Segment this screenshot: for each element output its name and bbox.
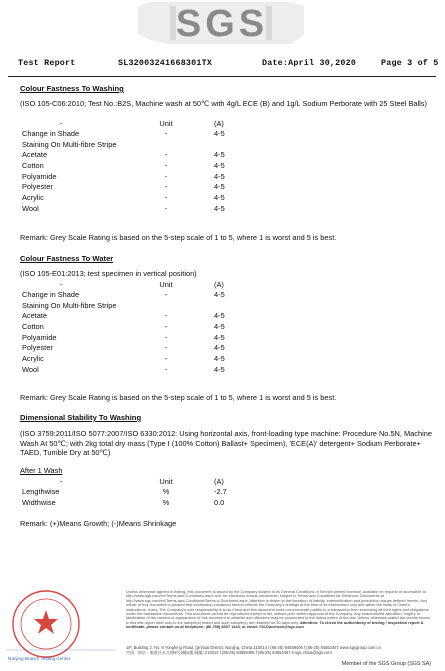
table-row — [0, 343, 445, 354]
row-unit: - — [164, 290, 168, 299]
row-unit: - — [164, 364, 168, 374]
report-label: Test Report — [18, 58, 76, 68]
row-value: 4-5 — [214, 322, 225, 332]
row-unit: % — [162, 497, 170, 507]
table-header-row: - Unit (A) — [60, 280, 224, 289]
row-unit: % — [162, 487, 170, 496]
row-unit: - — [164, 161, 168, 171]
section-title-water: Colour Fastness To Water — [20, 254, 114, 263]
row-unit: - — [164, 332, 168, 342]
table-row — [0, 354, 445, 365]
row-unit: - — [164, 150, 168, 160]
table-row — [0, 301, 445, 312]
water-method: (ISO 105-E01:2013; test specimen in vertical position) — [20, 269, 197, 278]
washing-rows — [0, 129, 445, 215]
water-rows — [0, 290, 445, 376]
row-label: Cotton — [22, 161, 44, 171]
row-label: Lengthwise — [22, 487, 60, 496]
row-label: Acrylic — [22, 193, 44, 203]
table-row — [0, 290, 445, 301]
row-value: 4-5 — [214, 364, 225, 374]
table-row — [0, 129, 445, 140]
footer-address-cn: 中国 · 南京 · 秦淮区永丰路8号2幢1楼 邮编: 210014 t (86-25) 84559406 f (86-25) 84553467 e sgs.china@sgs.com — [126, 650, 332, 655]
row-unit: - — [164, 322, 168, 332]
row-unit: - — [164, 129, 168, 138]
report-date: Date:April 30,2020 — [262, 58, 357, 68]
row-label: Change in Shade — [22, 290, 80, 299]
row-value: 4-5 — [214, 332, 225, 342]
row-value: -2.7 — [214, 487, 227, 496]
row-unit: - — [164, 182, 168, 192]
row-value: 4-5 — [214, 161, 225, 171]
table-row — [0, 172, 445, 183]
row-value: 4-5 — [214, 193, 225, 203]
report-header — [8, 58, 439, 74]
table-row — [0, 311, 445, 322]
row-label: Polyamide — [22, 171, 57, 181]
table-row — [0, 150, 445, 161]
row-unit: - — [164, 354, 168, 364]
row-label: Staining On Multi-fibre Stripe — [22, 300, 117, 310]
row-label: Widthwise — [22, 497, 56, 507]
table-header-row: - Unit (A) — [60, 477, 224, 486]
row-unit: - — [164, 203, 168, 213]
row-label: Staining On Multi-fibre Stripe — [22, 139, 117, 149]
dimensional-rows — [0, 487, 445, 508]
report-number: SL32003241668301TX — [118, 58, 213, 68]
header-divider — [8, 76, 436, 77]
table-row — [0, 140, 445, 151]
row-unit: - — [164, 193, 168, 203]
washing-method: (ISO 105-C06:2010; Test No.:B2S, Machine wash at 50℃ with 4g/L ECE (B) and 1g/L Sodium Perborate with 25 Steel Balls) — [20, 99, 427, 108]
table-row — [0, 365, 445, 376]
table-row — [0, 193, 445, 204]
dimensional-table — [0, 477, 445, 508]
dimensional-method: (ISO 3759:2011/ISO 5077:2007/ISO 6330:2012: Using horizontal axis, front-loading type machine: Procedure No.5N, Machine Wash At 50℃; with 2kg total dry mass (Type I (100% Cotton) Ballast+ Specimen), 'ECE(A)' detergent+ Sodium Perborate+ TAED, Tumble Dry at 50℃) — [20, 429, 432, 458]
table-header-row: - Unit (A) — [60, 119, 224, 128]
section-title-dimensional: Dimensional Stability To Washing — [20, 413, 142, 422]
row-value: 4-5 — [214, 171, 225, 181]
sgs-logo — [0, 0, 445, 50]
member-of-sgs: Member of the SGS Group (SGS SA) — [341, 661, 431, 667]
logo-text: SGS — [175, 3, 269, 45]
after-wash-label: After 1 Wash — [20, 466, 63, 475]
row-value: 4-5 — [214, 203, 225, 213]
row-label: Polyamide — [22, 332, 57, 342]
washing-remark: Remark: Grey Scale Rating is based on the 5-step scale of 1 to 5, where 1 is worst and 5 is best. — [20, 233, 337, 242]
washing-table — [0, 119, 445, 215]
table-row — [0, 498, 445, 509]
page-number: Page 3 of 5 — [381, 58, 439, 68]
row-label: Wool — [22, 203, 39, 213]
table-row — [0, 322, 445, 333]
row-value: 0.0 — [214, 497, 225, 507]
row-label: Polyester — [22, 343, 53, 353]
table-row — [0, 161, 445, 172]
row-unit: - — [164, 343, 168, 353]
row-value: 4-5 — [214, 311, 225, 321]
row-label: Polyester — [22, 182, 53, 192]
sgs-stamp — [6, 580, 116, 666]
table-row — [0, 333, 445, 344]
row-value: 4-5 — [214, 290, 225, 299]
row-unit: - — [164, 171, 168, 181]
row-value: 4-5 — [214, 129, 225, 138]
footer-address — [126, 645, 431, 656]
row-label: Acetate — [22, 150, 48, 160]
water-table — [0, 280, 445, 376]
footer-address-en: 1/F, Building 2, No. 8 Yongfeng Road, Qinhuai District, Nanjing, China 210014 t (86-25) 84559406 f (86-25) 84553467 www.sgsgroup.com.cn — [126, 645, 381, 650]
row-label: Acrylic — [22, 354, 44, 364]
row-value: 4-5 — [214, 343, 225, 353]
row-value: 4-5 — [214, 182, 225, 192]
table-row — [0, 182, 445, 193]
table-row — [0, 487, 445, 498]
footer-disclaimer: Unless otherwise agreed in writing, this document is issued by the Company subject to its General Conditions of Service printed overleaf, available on request or accessible at http://www.sgs.com/en/Terms-and-Conditions.aspx and, for electronic format documents, subject to Terms and Conditions for Electronic Documents at http://www.sgs.com/en/Terms-and-Conditions/Terms-e-Document.aspx. Attention is drawn to the limitation of liability, indemnification and jurisdiction issues defined therein. Any holder of this document is advised that information contained hereon reflects the Company's findings at the time of its intervention only and within the limits of Client's instructions, if any. The Company's sole responsibility is to its Client and this document does not exonerate parties to a transaction from exercising all their rights and obligations under the transaction documents. This document cannot be reproduced except in full, without prior written approval of the Company. Any unauthorized alteration, forgery or falsification of the content or appearance of this document is unlawful and offenders may be prosecuted to the fullest extent of the law. Unless otherwise stated the results shown in this test report refer only to the sample(s) tested and such sample(s) are retained for 30 days only. Attention: To check the authenticity of testing / inspection report & certificate, please contact us at telephone: (86-755) 8307 1443, or email: CN.Doccheck@sgs.com — [126, 589, 431, 630]
water-remark: Remark: Grey Scale Rating is based on the 5-step scale of 1 to 5, where 1 is worst and 5 is best. — [20, 393, 337, 402]
section-title-washing: Colour Fastness To Washing — [20, 84, 124, 93]
row-value: 4-5 — [214, 150, 225, 160]
stamp-caption: Nanjing Branch Testing Center — [8, 656, 71, 661]
row-label: Acetate — [22, 311, 48, 321]
row-label: Cotton — [22, 322, 44, 332]
footer-attention: Attention: To check the authenticity of testing / inspection report & certificate, please contact us at telephone: (86-755) 8307 1443, or email: CN.Doccheck@sgs.com — [126, 619, 424, 630]
row-unit: - — [164, 311, 168, 321]
row-value: 4-5 — [214, 354, 225, 364]
row-label: Change in Shade — [22, 129, 80, 138]
table-row — [0, 204, 445, 215]
row-label: Wool — [22, 364, 39, 374]
dimensional-remark: Remark: (+)Means Growth; (-)Means Shrinkage — [20, 519, 177, 528]
